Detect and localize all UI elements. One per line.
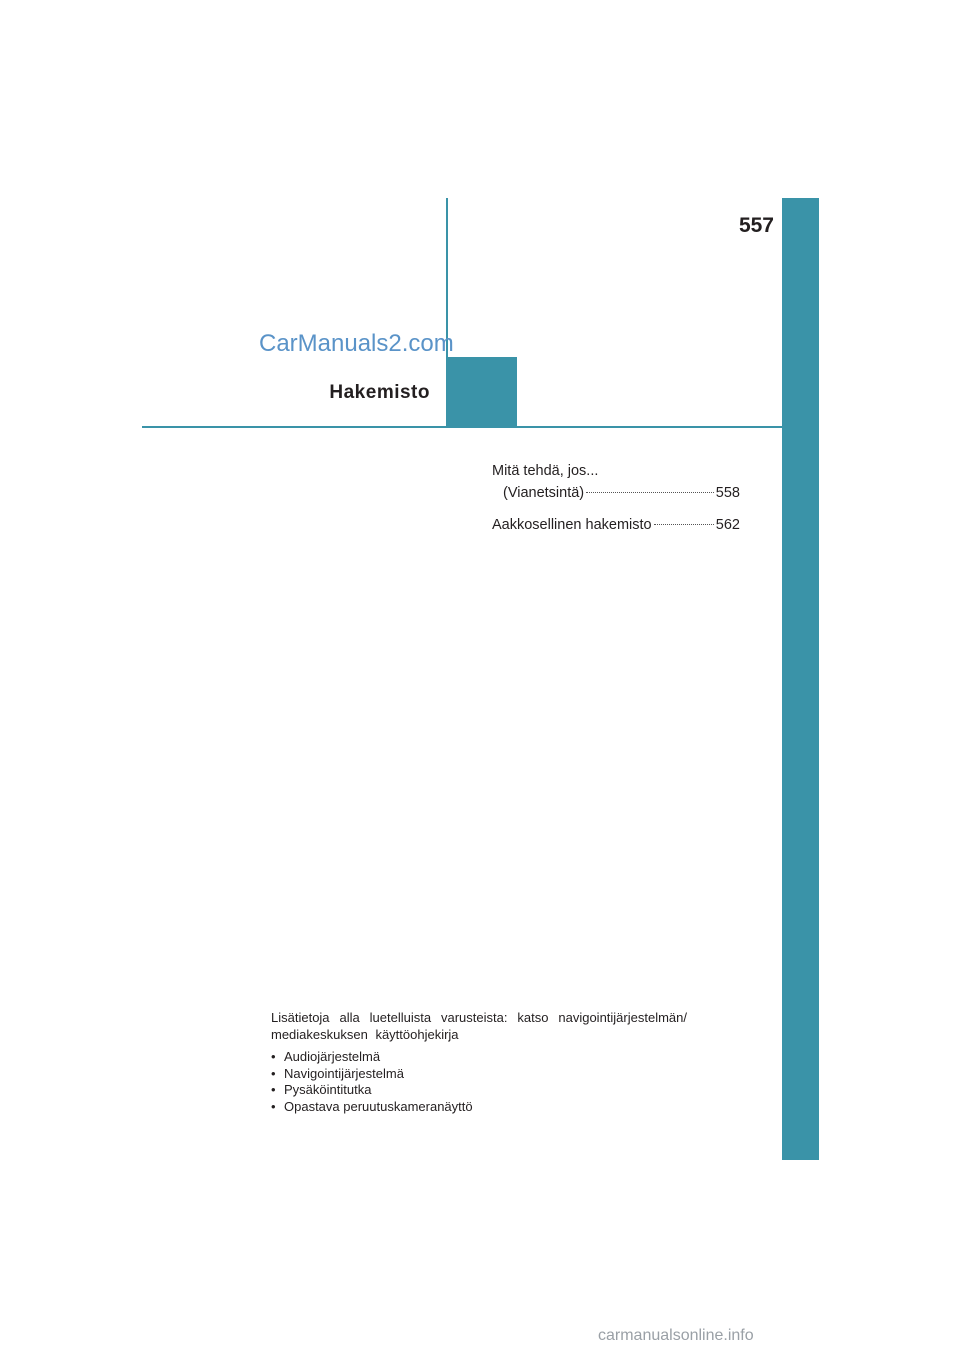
footer-watermark[interactable]: carmanualsonline.info xyxy=(598,1327,754,1344)
bullet-icon: • xyxy=(271,1098,276,1114)
bullet-icon: • xyxy=(271,1065,276,1081)
toc-page-number: 562 xyxy=(715,517,740,533)
equipment-note xyxy=(271,1010,687,1115)
note-text: Lisätietoja alla luetelluista varusteista: katso navigointijärjestelmän/ mediakeskuksen käyttöohjekirja xyxy=(271,1010,687,1042)
list-item: • Audiojärjestelmä xyxy=(271,1049,381,1064)
toc-leader-dots xyxy=(586,492,714,493)
chapter-title: Hakemisto xyxy=(329,382,430,403)
chapter-tab-block xyxy=(447,357,517,427)
list-item: • Navigointijärjestelmä xyxy=(271,1065,404,1081)
bullet-icon: • xyxy=(271,1049,276,1064)
table-of-contents xyxy=(492,460,740,536)
toc-entry-alphabetical-index[interactable] xyxy=(492,514,740,536)
toc-label-line1: Mitä tehdä, jos... xyxy=(492,463,599,479)
page-number: 557 xyxy=(738,214,774,237)
chapter-side-band xyxy=(782,198,819,1160)
toc-label: (Vianetsintä) xyxy=(503,485,585,501)
list-item: • Opastava peruutuskameranäyttö xyxy=(271,1098,473,1114)
toc-entry-troubleshooting[interactable] xyxy=(492,460,740,504)
toc-label: Aakkosellinen hakemisto xyxy=(492,517,652,533)
bullet-icon: • xyxy=(271,1082,276,1097)
list-item: • Pysäköintitutka xyxy=(271,1082,372,1097)
equipment-list xyxy=(271,1049,687,1115)
toc-page-number: 558 xyxy=(715,485,740,501)
toc-leader-dots xyxy=(654,524,714,525)
watermark-logo[interactable]: CarManuals2.com xyxy=(259,330,454,357)
